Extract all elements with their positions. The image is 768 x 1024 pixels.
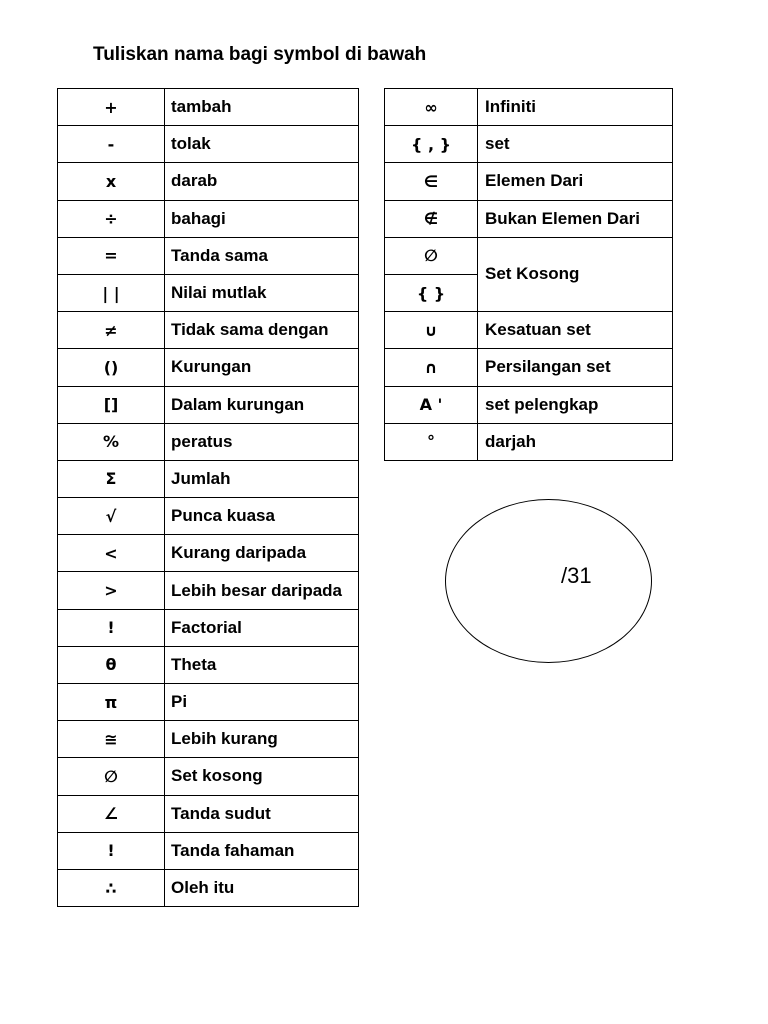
table-row bbox=[58, 721, 359, 758]
symbol-name-cell: Set Kosong bbox=[478, 237, 673, 311]
symbol-name-cell: Punca kuasa bbox=[165, 498, 359, 535]
symbol-cell: % bbox=[58, 423, 165, 460]
symbol-name-cell: Tanda sudut bbox=[165, 795, 359, 832]
symbol-name-cell: Infiniti bbox=[478, 89, 673, 126]
table-row bbox=[58, 869, 359, 906]
symbol-name-cell: tolak bbox=[165, 126, 359, 163]
symbol-name-cell: Factorial bbox=[165, 609, 359, 646]
symbol-name-cell: Kesatuan set bbox=[478, 312, 673, 349]
symbol-name-cell: Theta bbox=[165, 646, 359, 683]
symbol-name-cell: Oleh itu bbox=[165, 869, 359, 906]
symbol-cell: { } bbox=[385, 274, 478, 311]
table-row bbox=[58, 163, 359, 200]
symbol-cell: ∩ bbox=[385, 349, 478, 386]
symbol-cell: x bbox=[58, 163, 165, 200]
symbol-name-cell: bahagi bbox=[165, 200, 359, 237]
symbol-cell: < bbox=[58, 535, 165, 572]
symbol-cell: ∞ bbox=[385, 89, 478, 126]
symbol-cell: ∴ bbox=[58, 869, 165, 906]
symbol-cell: ! bbox=[58, 832, 165, 869]
symbol-cell: ∅ bbox=[385, 237, 478, 274]
table-row bbox=[58, 200, 359, 237]
symbol-cell: ≠ bbox=[58, 312, 165, 349]
symbol-cell: ≅ bbox=[58, 721, 165, 758]
table-row bbox=[58, 832, 359, 869]
symbol-cell: ∉ bbox=[385, 200, 478, 237]
symbol-cell: { , } bbox=[385, 126, 478, 163]
table-row bbox=[58, 423, 359, 460]
table-row bbox=[58, 89, 359, 126]
symbol-cell: | | bbox=[58, 274, 165, 311]
symbol-name-cell: set pelengkap bbox=[478, 386, 673, 423]
table-row bbox=[58, 498, 359, 535]
symbol-cell: [] bbox=[58, 386, 165, 423]
symbol-name-cell: Kurang daripada bbox=[165, 535, 359, 572]
symbol-cell: A ' bbox=[385, 386, 478, 423]
symbol-name-cell: Bukan Elemen Dari bbox=[478, 200, 673, 237]
symbol-cell: ° bbox=[385, 423, 478, 460]
symbol-cell: ÷ bbox=[58, 200, 165, 237]
symbol-table-right bbox=[384, 88, 673, 461]
symbol-cell: = bbox=[58, 237, 165, 274]
table-row bbox=[58, 684, 359, 721]
symbol-name-cell: tambah bbox=[165, 89, 359, 126]
table-row bbox=[385, 126, 673, 163]
symbol-cell: √ bbox=[58, 498, 165, 535]
table-row bbox=[58, 572, 359, 609]
symbol-name-cell: Tanda sama bbox=[165, 237, 359, 274]
symbol-name-cell: Pi bbox=[165, 684, 359, 721]
symbol-cell: θ bbox=[58, 646, 165, 683]
score-total: /31 bbox=[561, 563, 592, 588]
symbol-table-left bbox=[57, 88, 359, 907]
table-row bbox=[58, 126, 359, 163]
table-row bbox=[385, 349, 673, 386]
symbol-cell: ! bbox=[58, 609, 165, 646]
symbol-name-cell: Nilai mutlak bbox=[165, 274, 359, 311]
table-row bbox=[58, 758, 359, 795]
table-row bbox=[385, 312, 673, 349]
symbol-name-cell: Persilangan set bbox=[478, 349, 673, 386]
symbol-name-cell: Tanda fahaman bbox=[165, 832, 359, 869]
symbol-cell: > bbox=[58, 572, 165, 609]
symbol-name-cell: Lebih kurang bbox=[165, 721, 359, 758]
table-row bbox=[385, 237, 673, 274]
symbol-name-cell: Jumlah bbox=[165, 460, 359, 497]
symbol-cell: + bbox=[58, 89, 165, 126]
symbol-cell: ∪ bbox=[385, 312, 478, 349]
score-oval bbox=[445, 499, 652, 663]
symbol-name-cell: Set kosong bbox=[165, 758, 359, 795]
table-row bbox=[58, 312, 359, 349]
table-row bbox=[58, 535, 359, 572]
symbol-cell: - bbox=[58, 126, 165, 163]
symbol-name-cell: darab bbox=[165, 163, 359, 200]
symbol-cell: ∈ bbox=[385, 163, 478, 200]
symbol-name-cell: set bbox=[478, 126, 673, 163]
symbol-name-cell: Dalam kurungan bbox=[165, 386, 359, 423]
table-row bbox=[385, 89, 673, 126]
table-row bbox=[385, 163, 673, 200]
table-row bbox=[58, 349, 359, 386]
symbol-cell: Σ bbox=[58, 460, 165, 497]
symbol-name-cell: darjah bbox=[478, 423, 673, 460]
table-row bbox=[385, 200, 673, 237]
symbol-name-cell: Tidak sama dengan bbox=[165, 312, 359, 349]
table-row bbox=[58, 646, 359, 683]
worksheet-title: Tuliskan nama bagi symbol di bawah bbox=[93, 44, 427, 65]
table-row bbox=[385, 386, 673, 423]
symbol-cell: ∠ bbox=[58, 795, 165, 832]
table-row bbox=[58, 609, 359, 646]
symbol-name-cell: Kurungan bbox=[165, 349, 359, 386]
symbol-cell: ∅ bbox=[58, 758, 165, 795]
symbol-cell: () bbox=[58, 349, 165, 386]
table-row bbox=[385, 423, 673, 460]
symbol-name-cell: peratus bbox=[165, 423, 359, 460]
table-row bbox=[58, 795, 359, 832]
symbol-name-cell: Lebih besar daripada bbox=[165, 572, 359, 609]
symbol-name-cell: Elemen Dari bbox=[478, 163, 673, 200]
table-row bbox=[58, 386, 359, 423]
table-row bbox=[58, 274, 359, 311]
table-row bbox=[58, 460, 359, 497]
symbol-cell: π bbox=[58, 684, 165, 721]
table-row bbox=[58, 237, 359, 274]
